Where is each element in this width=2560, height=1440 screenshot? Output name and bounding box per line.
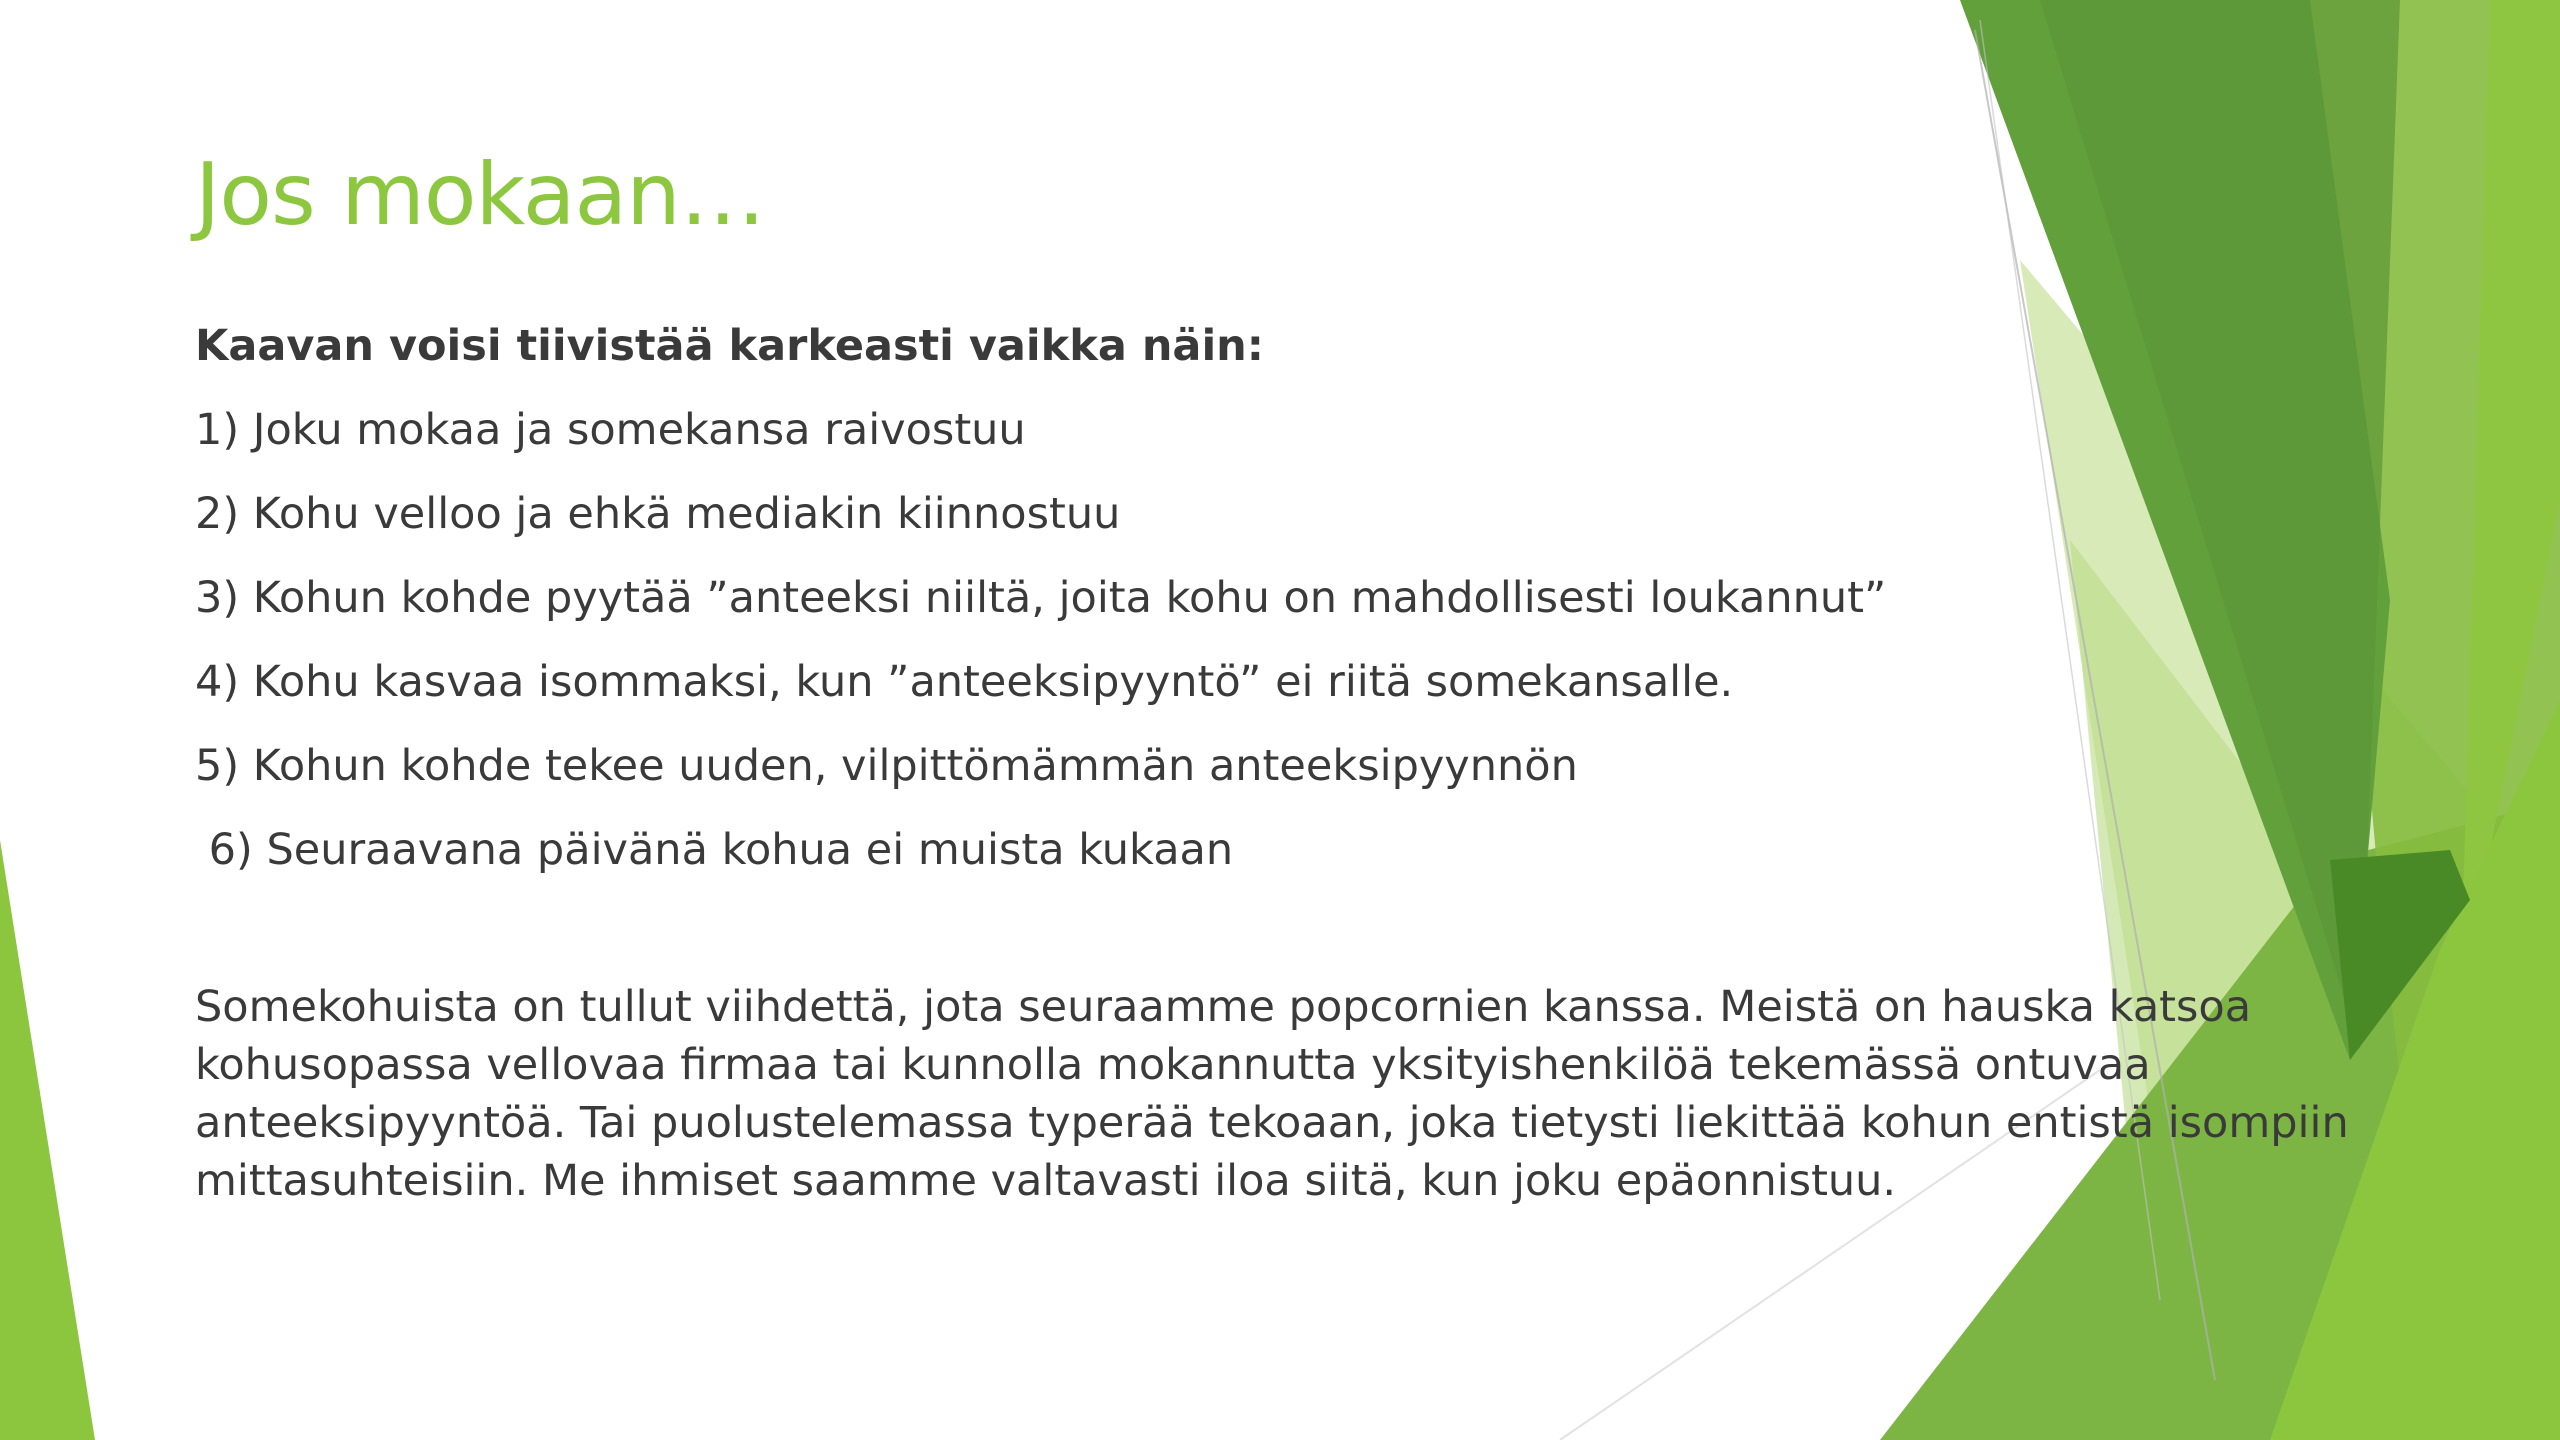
step-item: 6) Seuraavana päivänä kohua ei muista kukaan [195, 825, 1234, 875]
facet-left-wedge [0, 840, 95, 1440]
step-item: 1) Joku mokaa ja somekansa raivostuu [195, 405, 1026, 455]
step-item: 3) Kohun kohde pyytää ”anteeksi niiltä, joita kohu on mahdollisesti loukannut” [195, 573, 1887, 623]
step-item: 5) Kohun kohde tekee uuden, vilpittömämmän anteeksipyynnön [195, 741, 1578, 791]
summary-paragraph: Somekohuista on tullut viihdettä, jota seuraamme popcornien kanssa. Meistä on hauska katsoa kohusopassa vellovaa firmaa tai kunnolla mokannutta yksityishenkilöä tekemässä ontuvaa anteeksipyyntöä. Tai puolustelemassa typerää tekoaan, joka tietysti liekittää kohun entistä isompiin mittasuhteisiin. Me ihmiset saamme valtavasti iloa siitä, kun joku epäonnistuu. [195, 982, 2349, 1206]
slide-content [195, 304, 2395, 892]
lead-text: Kaavan voisi tiivistää karkeasti vaikka näin: [195, 321, 1264, 371]
slide-title: Jos mokaan… [195, 145, 765, 245]
step-item: 4) Kohu kasvaa isommaksi, kun ”anteeksipyyntö” ei riitä somekansalle. [195, 657, 1734, 707]
step-item: 2) Kohu velloo ja ehkä mediakin kiinnostuu [195, 489, 1121, 539]
